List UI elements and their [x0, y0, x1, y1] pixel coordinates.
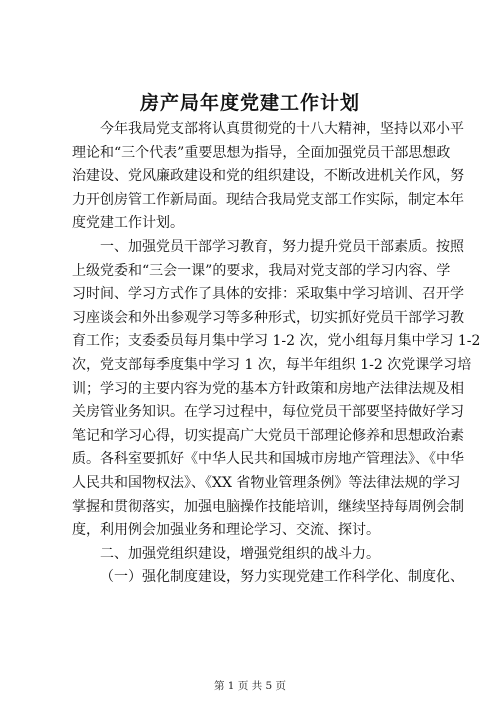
- body-line: 习时间、学习方式作了具体的安排：采取集中学习培训、召开学: [72, 286, 464, 303]
- page-footer: 第 1 页 共 5 页: [213, 680, 287, 692]
- body-line: 习座谈会和外出参观学习等多种形式，切实抓好党员干部学习教: [72, 309, 464, 326]
- body-line: 育工作；支委委员每月集中学习 1-2 次，党小组每月集中学习 1-2: [72, 333, 481, 350]
- body-line: 治建设、党风廉政建设和党的组织建设，不断改进机关作风，努: [72, 168, 464, 185]
- body-line: 次，党支部每季度集中学习 1 次，每半年组织 1-2 次党课学习培: [72, 356, 472, 373]
- body-line: 度党建工作计划。: [72, 215, 184, 232]
- body-line: 力开创房管工作新局面。现结合我局党支部工作实际，制定本年: [72, 191, 464, 208]
- body-line: 度，利用例会加强业务和理论学习、交流、探讨。: [72, 522, 380, 539]
- body-line: 关房管业务知识。在学习过程中，每位党员干部要坚持做好学习: [72, 404, 464, 421]
- body-line: 理论和“三个代表”重要思想为指导，全面加强党员干部思想政: [72, 144, 451, 161]
- body-line: 一、加强党员干部学习教育，努力提升党员干部素质。按照: [100, 238, 464, 255]
- body-line: 质。各科室要抓好《中华人民共和国城市房地产管理法》、《中华: [72, 451, 464, 468]
- body-line: 今年我局党支部将认真贯彻党的十八大精神，坚持以邓小平: [100, 121, 464, 137]
- body-line: 掌握和贯彻落实，加强电脑操作技能培训，继续坚持每周例会制: [72, 498, 464, 515]
- document-title: 房产局年度党建工作计划: [139, 92, 360, 114]
- subsection-heading: （一）强化制度建设，努力实现党建工作科学化、制度化、: [100, 569, 464, 586]
- body-line: 笔记和学习心得，切实提高广大党员干部理论修养和思想政治素: [72, 427, 464, 444]
- document-body: [72, 118, 481, 590]
- body-line: 上级党委和“三会一课”的要求，我局对党支部的学习内容、学: [72, 262, 451, 279]
- body-line: 训；学习的主要内容为党的基本方针政策和房地产法律法规及相: [72, 380, 464, 397]
- section-heading: 二、加强党组织建设，增强党组织的战斗力。: [100, 545, 380, 562]
- body-line: 人民共和国物权法》、《XX 省物业管理条例》等法律法规的学习: [72, 474, 461, 491]
